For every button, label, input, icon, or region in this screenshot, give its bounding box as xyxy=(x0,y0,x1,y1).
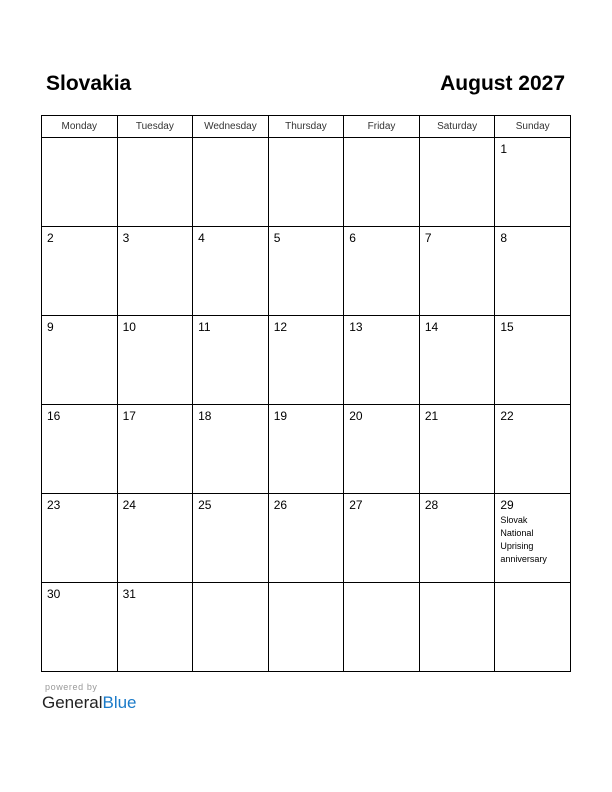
day-number: 19 xyxy=(273,409,288,423)
day-cell xyxy=(419,227,495,316)
empty-cell xyxy=(268,583,344,672)
day-cell xyxy=(419,494,495,583)
week-row xyxy=(42,138,571,227)
empty-cell xyxy=(419,138,495,227)
day-number: 5 xyxy=(273,231,281,245)
day-number: 20 xyxy=(349,409,363,423)
week-row xyxy=(42,583,571,672)
weekday-header: Tuesday xyxy=(117,116,193,138)
empty-cell xyxy=(344,583,420,672)
day-cell xyxy=(193,494,269,583)
day-cell xyxy=(42,227,118,316)
day-number: 6 xyxy=(349,231,356,245)
day-number: 23 xyxy=(47,498,61,512)
day-number: 7 xyxy=(424,231,432,245)
weekday-header: Monday xyxy=(42,116,118,138)
day-number: 2 xyxy=(47,231,54,245)
generalblue-logo[interactable] xyxy=(42,693,137,713)
day-number: 9 xyxy=(47,320,54,334)
day-cell xyxy=(344,316,420,405)
day-cell xyxy=(268,494,344,583)
weekday-header: Wednesday xyxy=(193,116,269,138)
day-number: 29 xyxy=(500,498,514,512)
day-number: 4 xyxy=(198,231,205,245)
day-cell xyxy=(117,316,193,405)
weekday-header: Friday xyxy=(344,116,420,138)
weekday-header: Sunday xyxy=(495,116,571,138)
country-title: Slovakia xyxy=(46,72,132,95)
day-cell xyxy=(344,494,420,583)
day-cell xyxy=(193,316,269,405)
empty-cell xyxy=(193,583,269,672)
day-number: 27 xyxy=(349,498,363,512)
day-number: 31 xyxy=(122,587,136,601)
day-number: 25 xyxy=(198,498,212,512)
weekday-header: Saturday xyxy=(419,116,495,138)
day-cell xyxy=(193,405,269,494)
empty-cell xyxy=(268,138,344,227)
empty-cell xyxy=(419,583,495,672)
week-row xyxy=(42,494,571,583)
week-row xyxy=(42,316,571,405)
week-row xyxy=(42,405,571,494)
day-cell xyxy=(268,405,344,494)
day-number: 26 xyxy=(273,498,288,512)
brand-general: General xyxy=(42,693,103,712)
day-cell xyxy=(268,316,344,405)
day-number: 21 xyxy=(424,409,439,423)
day-cell xyxy=(344,405,420,494)
day-number: 13 xyxy=(349,320,363,334)
month-title: August 2027 xyxy=(440,72,565,95)
empty-cell xyxy=(117,138,193,227)
day-number: 24 xyxy=(122,498,136,512)
day-cell xyxy=(42,494,118,583)
day-number: 18 xyxy=(198,409,212,423)
day-cell xyxy=(495,494,571,583)
empty-cell xyxy=(193,138,269,227)
day-number: 12 xyxy=(273,320,288,334)
day-cell xyxy=(495,138,571,227)
day-number: 14 xyxy=(424,320,439,334)
day-cell xyxy=(495,405,571,494)
day-cell xyxy=(42,405,118,494)
day-cell xyxy=(193,227,269,316)
day-cell xyxy=(42,583,118,672)
holiday-label: Slovak National Uprising anniversary xyxy=(500,515,547,564)
day-cell xyxy=(268,227,344,316)
day-number: 15 xyxy=(500,320,514,334)
day-cell xyxy=(419,316,495,405)
day-number: 8 xyxy=(500,231,508,245)
day-cell xyxy=(117,494,193,583)
empty-cell xyxy=(42,138,118,227)
day-number: 17 xyxy=(122,409,136,423)
weekday-header-row xyxy=(42,116,571,138)
day-cell xyxy=(495,316,571,405)
empty-cell xyxy=(495,583,571,672)
day-cell xyxy=(42,316,118,405)
day-number: 22 xyxy=(500,409,514,423)
day-number: 16 xyxy=(47,409,61,423)
day-cell xyxy=(117,583,193,672)
day-number: 28 xyxy=(424,498,439,512)
day-number: 30 xyxy=(47,587,61,601)
empty-cell xyxy=(344,138,420,227)
day-number: 10 xyxy=(122,320,136,334)
day-cell xyxy=(117,227,193,316)
day-cell xyxy=(117,405,193,494)
week-row xyxy=(42,227,571,316)
weekday-header: Thursday xyxy=(268,116,344,138)
day-number: 1 xyxy=(500,142,508,156)
day-cell xyxy=(419,405,495,494)
brand-blue: Blue xyxy=(102,693,137,712)
powered-by-label: powered by xyxy=(45,682,98,692)
day-cell xyxy=(495,227,571,316)
day-cell xyxy=(344,227,420,316)
calendar-grid xyxy=(41,115,571,672)
day-number: 11 xyxy=(198,320,211,334)
day-number: 3 xyxy=(122,231,130,245)
